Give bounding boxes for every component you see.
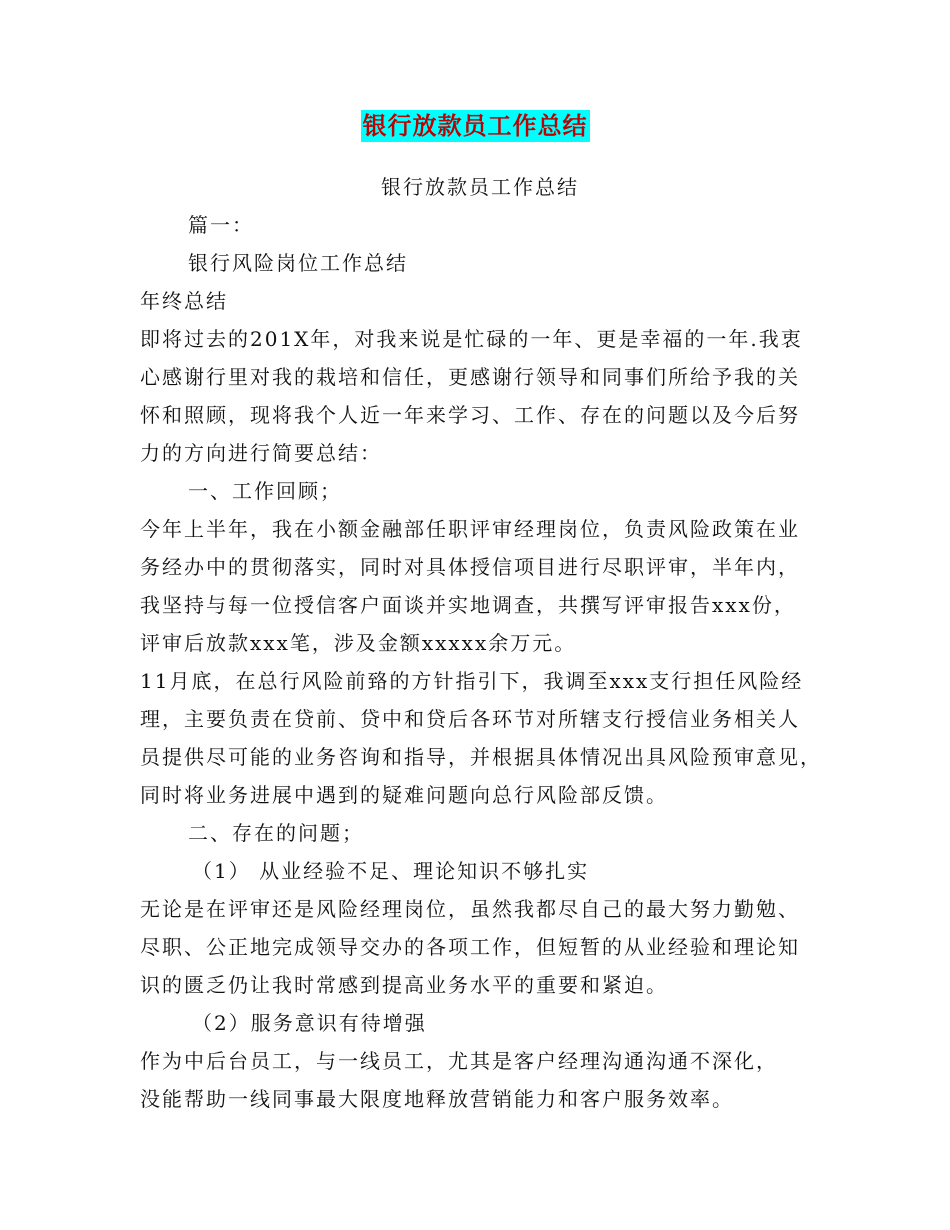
section-heading: 银行风险岗位工作总结 [188, 251, 408, 275]
intro-line: 心感谢行里对我的栽培和信任，更感谢行领导和同事们所给予我的关 [140, 365, 800, 389]
title-area [0, 110, 950, 142]
document-title: 银行放款员工作总结 [362, 112, 588, 140]
problem-1-line: 识的匮乏仍让我时常感到提高业务水平的重要和紧迫。 [140, 973, 668, 997]
problem-1-line: 尽职、公正地完成领导交办的各项工作，但短暂的从业经验和理论知 [140, 935, 800, 959]
review-line: 评审后放款xxx笔，涉及金额xxxxx余万元。 [140, 631, 577, 655]
problem-2-line: 作为中后台员工，与一线员工，尤其是客户经理沟通沟通不深化， [140, 1049, 778, 1073]
review-line: 务经办中的贯彻落实，同时对具体授信项目进行尽职评审，半年内， [140, 555, 800, 579]
review-line: 今年上半年，我在小额金融部任职评审经理岗位，负责风险政策在业 [140, 517, 800, 541]
heading-work-review: 一、工作回顾； [188, 479, 342, 503]
review-line: 11月底，在总行风险前臵的方针指引下，我调至xxx支行担任风险经 [140, 669, 804, 693]
year-end-label: 年终总结 [140, 289, 228, 313]
problem-1-line: 无论是在评审还是风险经理岗位，虽然我都尽自己的最大努力勤勉、 [140, 897, 800, 921]
problem-1-heading: （1） 从业经验不足、理论知识不够扎实 [192, 859, 590, 883]
intro-line: 力的方向进行简要总结： [140, 441, 382, 465]
review-line: 理，主要负责在贷前、贷中和贷后各环节对所辖支行授信业务相关人 [140, 707, 800, 731]
section-label: 篇一： [188, 213, 254, 237]
intro-line: 即将过去的201X年，对我来说是忙碌的一年、更是幸福的一年.我衷 [140, 327, 803, 351]
heading-problems: 二、存在的问题； [188, 821, 364, 845]
review-line: 同时将业务进展中遇到的疑难问题向总行风险部反馈。 [140, 783, 668, 807]
problem-2-heading: （2）服务意识有待增强 [192, 1011, 427, 1035]
document-body [140, 168, 820, 1118]
problem-2-line: 没能帮助一线同事最大限度地释放营销能力和客户服务效率。 [140, 1087, 734, 1111]
intro-line: 怀和照顾，现将我个人近一年来学习、工作、存在的问题以及今后努 [140, 403, 800, 427]
review-line: 我坚持与每一位授信客户面谈并实地调查，共撰写评审报告xxx份， [140, 593, 796, 617]
subtitle: 银行放款员工作总结 [381, 175, 579, 199]
review-line: 员提供尽可能的业务咨询和指导，并根据具体情况出具风险预审意见， [140, 745, 822, 769]
